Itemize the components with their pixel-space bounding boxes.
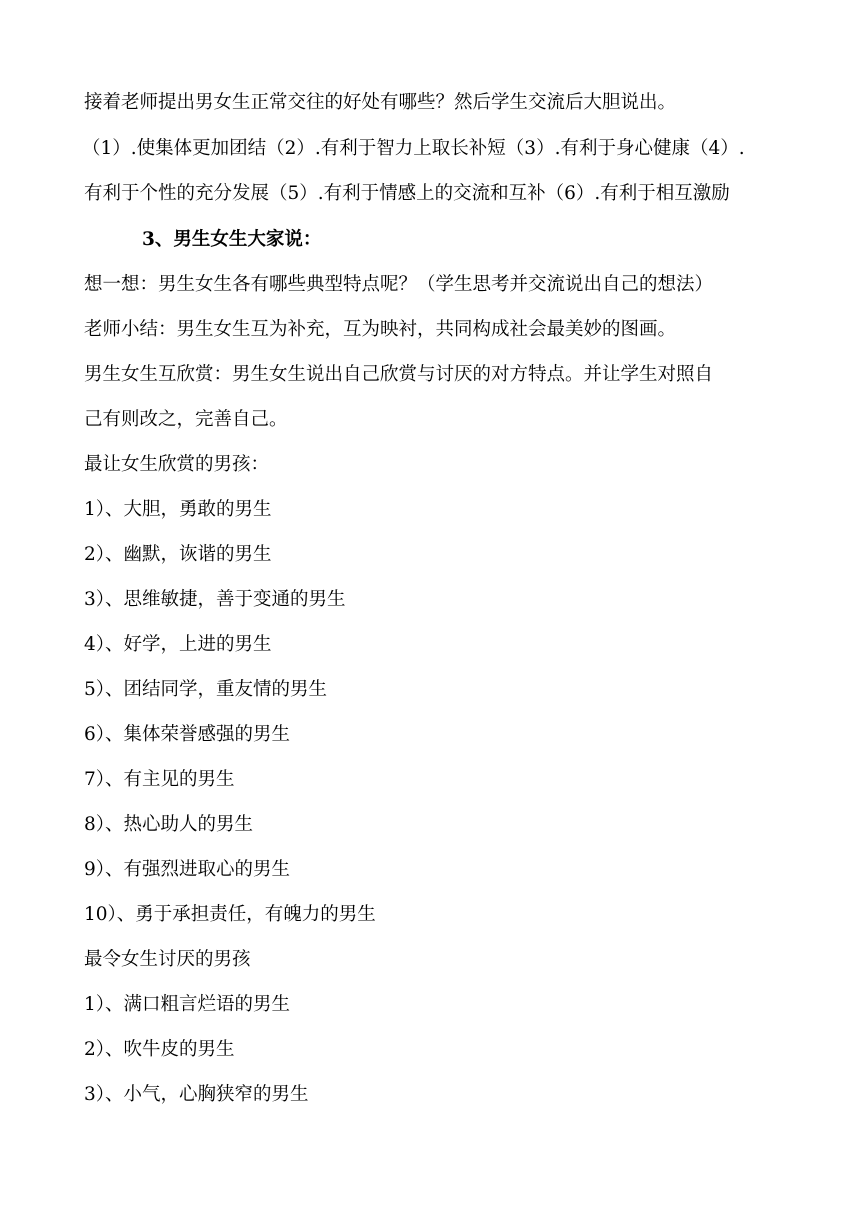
list-item: 2）、吹牛皮的男生 <box>84 1039 235 1060</box>
list-item: 4）、好学，上进的男生 <box>84 634 272 655</box>
list-item: 3）、小气，心胸狭窄的男生 <box>84 1084 309 1105</box>
list-item: 9）、有强烈进取心的男生 <box>84 859 291 880</box>
appreciate-line-1: 男生女生互欣赏：男生女生说出自己欣赏与讨厌的对方特点。并让学生对照自 <box>84 364 714 385</box>
intro-line: 接着老师提出男女生正常交往的好处有哪些？然后学生交流后大胆说出。 <box>84 92 677 113</box>
list-item: 8）、热心助人的男生 <box>84 814 254 835</box>
disliked-title: 最令女生讨厌的男孩 <box>84 949 251 970</box>
benefits-line-2: 有利于个性的充分发展（5）.有利于情感上的交流和互补（6）.有利于相互激励 <box>84 183 730 204</box>
list-item: 2）、幽默，诙谐的男生 <box>84 544 272 565</box>
list-item: 5）、团结同学，重友情的男生 <box>84 679 328 700</box>
benefits-line-1: （1）.使集体更加团结（2）.有利于智力上取长补短（3）.有利于身心健康（4）. <box>82 138 745 159</box>
summary-line: 老师小结：男生女生互为补充，互为映衬，共同构成社会最美妙的图画。 <box>84 319 677 340</box>
section-heading: 3、男生女生大家说： <box>142 229 322 250</box>
list-item: 3）、思维敏捷，善于变通的男生 <box>84 589 346 610</box>
think-line: 想一想：男生女生各有哪些典型特点呢？（学生思考并交流说出自己的想法） <box>84 274 714 295</box>
appreciate-line-2: 己有则改之，完善自己。 <box>84 409 288 430</box>
list-item: 7）、有主见的男生 <box>84 769 235 790</box>
list-item: 10）、勇于承担责任，有魄力的男生 <box>84 904 376 925</box>
liked-title: 最让女生欣赏的男孩： <box>84 454 270 475</box>
list-item: 1）、大胆，勇敢的男生 <box>84 499 272 520</box>
list-item: 6）、集体荣誉感强的男生 <box>84 724 291 745</box>
list-item: 1）、满口粗言烂语的男生 <box>84 994 291 1015</box>
